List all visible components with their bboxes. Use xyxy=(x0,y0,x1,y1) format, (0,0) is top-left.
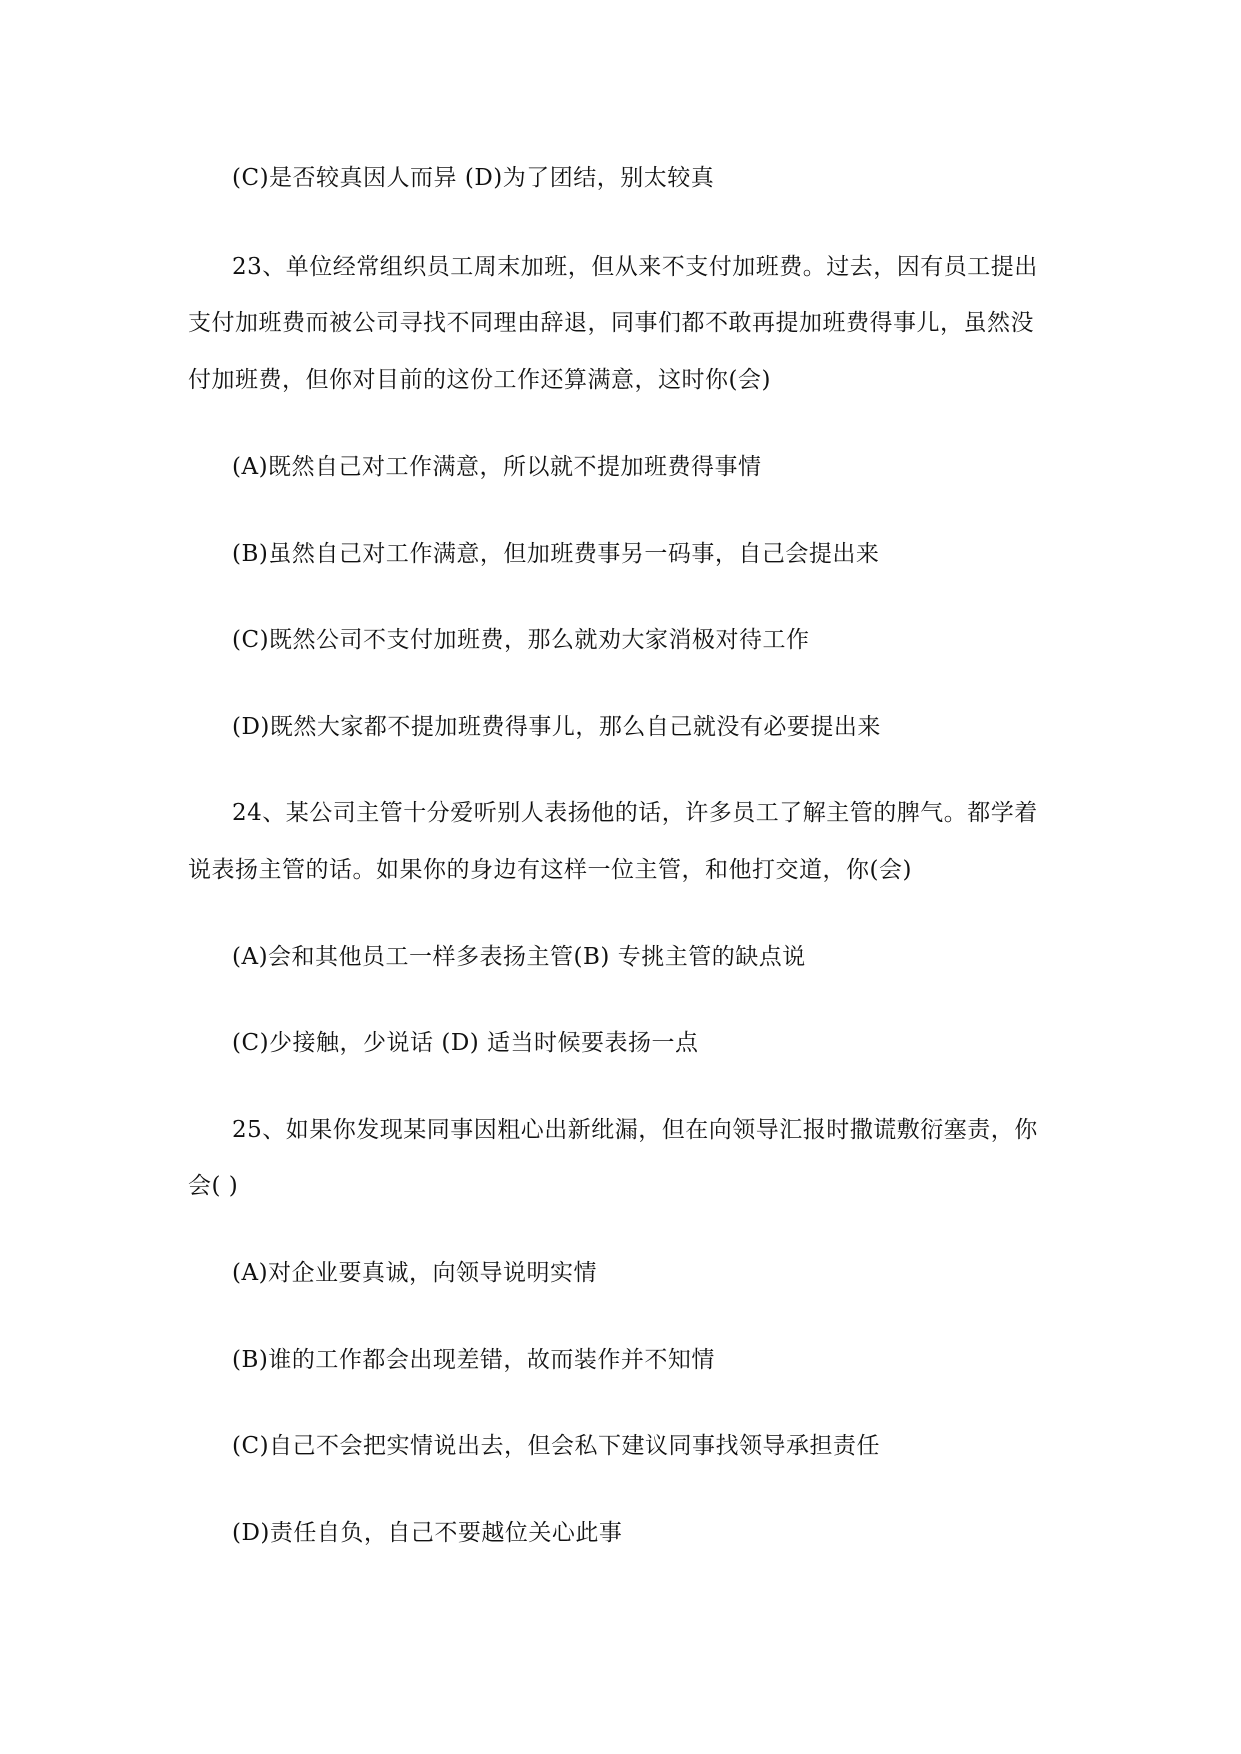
q23-text-line-2: 支付加班费而被公司寻找不同理由辞退，同事们都不敢再提加班费得事儿，虽然没 xyxy=(188,310,1034,336)
q23-option-a: (A)既然自己对工作满意，所以就不提加班费得事情 xyxy=(232,454,762,480)
q25-text-line-1: 25、如果你发现某同事因粗心出新纰漏，但在向领导汇报时撒谎敷衍塞责，你 xyxy=(232,1117,1038,1143)
q22-option-c-d: (C)是否较真因人而异 (D)为了团结，别太较真 xyxy=(232,165,715,191)
q25-option-b: (B)谁的工作都会出现差错，故而装作并不知情 xyxy=(232,1347,715,1373)
q25-text-line-2: 会( ) xyxy=(188,1173,239,1199)
q24-option-a-b: (A)会和其他员工一样多表扬主管(B) 专挑主管的缺点说 xyxy=(232,944,806,970)
q25-option-a: (A)对企业要真诚，向领导说明实情 xyxy=(232,1260,598,1286)
q23-text-line-3: 付加班费，但你对目前的这份工作还算满意，这时你(会) xyxy=(188,367,771,393)
q24-text-line-1: 24、某公司主管十分爱听别人表扬他的话，许多员工了解主管的脾气。都学着 xyxy=(232,800,1038,826)
q25-option-c: (C)自己不会把实情说出去，但会私下建议同事找领导承担责任 xyxy=(232,1433,881,1459)
q23-text-line-1: 23、单位经常组织员工周末加班，但从来不支付加班费。过去，因有员工提出 xyxy=(232,254,1038,280)
q23-option-d: (D)既然大家都不提加班费得事儿，那么自己就没有必要提出来 xyxy=(232,714,881,740)
q24-text-line-2: 说表扬主管的话。如果你的身边有这样一位主管，和他打交道，你(会) xyxy=(188,857,912,883)
q23-option-c: (C)既然公司不支付加班费，那么就劝大家消极对待工作 xyxy=(232,627,810,653)
q23-option-b: (B)虽然自己对工作满意，但加班费事另一码事，自己会提出来 xyxy=(232,541,880,567)
q25-option-d: (D)责任自负，自己不要越位关心此事 xyxy=(232,1520,623,1546)
q24-option-c-d: (C)少接触，少说话 (D) 适当时候要表扬一点 xyxy=(232,1030,699,1056)
